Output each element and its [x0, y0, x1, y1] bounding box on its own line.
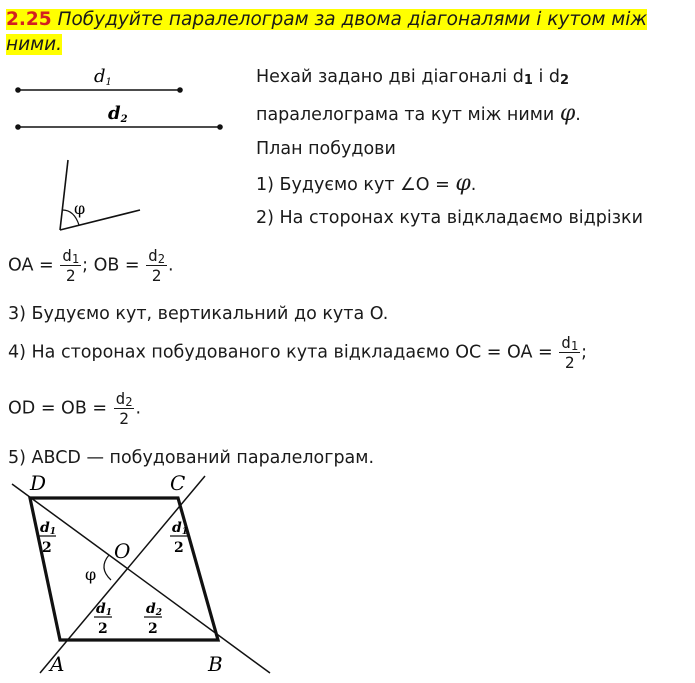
oa-eq: OA = [8, 255, 60, 276]
problem-number: 2.25 [6, 9, 52, 30]
step-5: 5) ABCD — побудований паралелограм. [8, 448, 375, 468]
ob-eq: ; OB = [82, 255, 146, 276]
step-4 [8, 333, 587, 372]
angle-arc-O [104, 555, 111, 580]
frac-d2-over-2 [146, 246, 167, 285]
frac-d2-over-2 [114, 389, 135, 428]
given-angle-label: φ [74, 199, 86, 218]
vertex-D: D [30, 471, 47, 495]
diagonal-AC [40, 476, 205, 673]
vertex-B: B [208, 652, 223, 676]
center-O: O [114, 539, 131, 563]
frac-d1-over-2 [60, 246, 81, 285]
problem-title [6, 8, 647, 32]
intro-line1-a: Нехай задано дві діагоналі d [256, 67, 524, 87]
parallelogram-figure [0, 468, 300, 683]
label-d2: d2 [108, 103, 128, 125]
svg-text:d1: d1 [172, 520, 189, 537]
diagonal-DB [12, 484, 270, 673]
frac-den: 2 [564, 353, 575, 372]
vertex-C: C [170, 471, 186, 495]
oa-ob-dot: . [168, 255, 174, 276]
angle-phi: φ [85, 565, 97, 584]
frac-sub: 1 [71, 252, 80, 266]
given-angle [60, 160, 140, 230]
segment-d2 [15, 124, 223, 130]
problem-title-line2: ними. [6, 34, 62, 55]
frac-den: 2 [65, 266, 76, 285]
parallelogram-sides [30, 498, 218, 640]
od-eq: OD = OB = [8, 398, 113, 419]
svg-text:2: 2 [42, 540, 52, 556]
frac-d: d [148, 246, 158, 265]
frac-sub: 2 [125, 395, 133, 409]
label-d1: d1 [94, 66, 112, 88]
phi-symbol: φ [455, 171, 471, 196]
svg-text:d1: d1 [96, 601, 113, 618]
intro-line1-b: і d [532, 67, 560, 87]
label-OB [144, 601, 162, 637]
step-3: 3) Будуємо кут, вертикальний до кута O. [8, 304, 389, 324]
plan-heading: План побудови [256, 139, 396, 159]
frac-sub: 1 [570, 339, 579, 353]
intro-sub1: 1 [523, 73, 533, 88]
intro-line2 [256, 103, 581, 126]
problem-title-line2-wrap [6, 33, 62, 57]
step-4-semicolon: ; [581, 342, 587, 363]
vertex-A: A [50, 652, 65, 676]
od-ob-line [8, 389, 141, 428]
svg-text:d1: d1 [40, 520, 57, 537]
od-ob-dot: . [135, 398, 142, 419]
svg-text:d2: d2 [146, 601, 163, 618]
svg-text:2: 2 [174, 540, 184, 556]
intro-sub2: 2 [559, 73, 570, 88]
intro-line1 [256, 66, 569, 88]
problem-title-line1: Побудуйте паралелограм за двома діагоналями і кутом між [57, 9, 648, 30]
intro-dot: . [575, 105, 581, 125]
frac-sub: 2 [157, 252, 166, 266]
step-4-text: 4) На сторонах побудованого кута відкладаємо OC = OA = [8, 342, 559, 363]
segment-d1 [15, 87, 183, 93]
frac-d1-over-2 [559, 333, 580, 372]
step-1-text: 1) Будуємо кут ∠O = [256, 175, 456, 195]
frac-d: d [62, 246, 72, 265]
svg-text:2: 2 [98, 621, 108, 637]
step-1 [256, 173, 476, 196]
frac-d: d [115, 389, 126, 408]
frac-den: 2 [151, 266, 162, 285]
step-1-dot: . [470, 175, 477, 195]
oa-ob-line [8, 246, 174, 285]
step-2: 2) На сторонах кута відкладаємо відрізки [256, 208, 643, 228]
frac-den: 2 [119, 409, 129, 428]
intro-line2-text: паралелограма та кут між ними [256, 105, 560, 125]
given-figure [0, 60, 240, 240]
frac-d: d [561, 333, 571, 352]
phi-symbol: φ [559, 101, 576, 126]
svg-text:2: 2 [148, 621, 158, 637]
label-OA [94, 601, 112, 637]
